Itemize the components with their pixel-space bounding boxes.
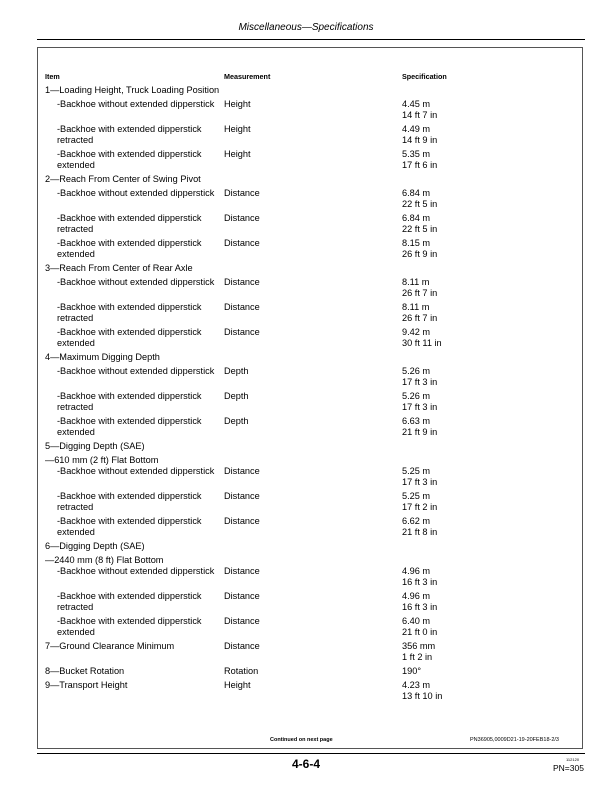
spec-imperial: 13 ft 10 in [402, 691, 443, 701]
row-measurement: Distance [224, 491, 260, 501]
row-specification [402, 213, 437, 235]
footer-rule [37, 753, 585, 754]
spec-metric: 6.63 m [402, 416, 431, 426]
row-specification [402, 616, 437, 638]
spec-imperial: 21 ft 8 in [402, 527, 438, 537]
table-row [45, 124, 585, 146]
table-row [45, 416, 585, 438]
row-item: -Backhoe with extended dipperstick extended [57, 416, 202, 437]
row-specification [402, 516, 437, 538]
spec-imperial: 1 ft 2 in [402, 652, 433, 662]
document-code: PN36905,0009D21-19-20FEB18-2/3 [470, 737, 559, 743]
spec-imperial: 21 ft 9 in [402, 427, 438, 437]
table-row [45, 302, 585, 324]
spec-metric: 4.45 m [402, 99, 431, 109]
spec-metric: 6.84 m [402, 213, 431, 223]
row-specification [402, 641, 435, 663]
table-row [45, 680, 585, 702]
spec-imperial: 14 ft 7 in [402, 110, 438, 120]
spec-imperial: 16 ft 3 in [402, 577, 438, 587]
spec-metric: 6.62 m [402, 516, 431, 526]
spec-imperial: 30 ft 11 in [402, 338, 442, 348]
row-item: -Backhoe with extended dipperstick extended [57, 516, 202, 537]
table-row [45, 391, 585, 413]
row-measurement: Distance [224, 213, 260, 223]
row-item: -Backhoe without extended dipperstick [57, 366, 215, 376]
row-item: -Backhoe without extended dipperstick [57, 277, 215, 287]
table-row [45, 327, 585, 349]
row-item: 9—Transport Height [45, 680, 128, 690]
row-measurement: Distance [224, 327, 260, 337]
row-measurement: Distance [224, 591, 260, 601]
section-title: 1—Loading Height, Truck Loading Position [45, 85, 220, 95]
row-specification [402, 416, 437, 438]
row-item: -Backhoe with extended dipperstick extended [57, 327, 202, 348]
row-measurement: Distance [224, 516, 260, 526]
section-title: 4—Maximum Digging Depth [45, 352, 160, 362]
row-measurement: Distance [224, 616, 260, 626]
row-item: -Backhoe with extended dipperstick extended [57, 238, 202, 259]
row-item: 7—Ground Clearance Minimum [45, 641, 175, 651]
table-row [45, 566, 585, 588]
spec-metric: 9.42 m [402, 327, 431, 337]
row-item: -Backhoe with extended dipperstick extended [57, 616, 202, 637]
spec-imperial: 22 ft 5 in [402, 224, 438, 234]
section-title: 2—Reach From Center of Swing Pivot [45, 174, 201, 184]
row-specification [402, 366, 437, 388]
row-measurement: Height [224, 680, 251, 690]
row-item: -Backhoe with extended dipperstick retracted [57, 591, 202, 612]
section-subtitle: —610 mm (2 ft) Flat Bottom [45, 455, 159, 465]
spec-table [45, 71, 585, 705]
column-header-item: Item [45, 72, 60, 81]
row-specification [402, 680, 442, 702]
spec-metric: 4.49 m [402, 124, 431, 134]
table-row [45, 366, 585, 388]
spec-metric: 5.26 m [402, 391, 431, 401]
spec-imperial: 26 ft 7 in [402, 288, 438, 298]
row-item: -Backhoe without extended dipperstick [57, 188, 215, 198]
small-code: 112120 [566, 757, 580, 762]
table-row [45, 466, 585, 488]
row-item: -Backhoe with extended dipperstick retracted [57, 213, 202, 234]
continued-note: Continued on next page [270, 737, 333, 743]
spec-metric: 5.35 m [402, 149, 431, 159]
row-specification [402, 327, 442, 349]
column-header-specification: Specification [402, 72, 447, 81]
row-item: -Backhoe with extended dipperstick retracted [57, 302, 202, 323]
row-measurement: Distance [224, 238, 260, 248]
spec-metric: 5.25 m [402, 491, 431, 501]
header-rule [37, 39, 585, 40]
row-measurement: Height [224, 149, 251, 159]
row-specification [402, 238, 437, 260]
spec-imperial: 14 ft 9 in [402, 135, 438, 145]
spec-metric: 5.26 m [402, 366, 431, 376]
row-measurement: Distance [224, 277, 260, 287]
table-row [45, 641, 585, 663]
row-specification [402, 591, 437, 613]
spec-imperial: 26 ft 9 in [402, 249, 438, 259]
spec-metric: 4.23 m [402, 680, 431, 690]
pn-number: PN=305 [553, 763, 584, 773]
column-header-measurement: Measurement [224, 72, 271, 81]
section-title: 6—Digging Depth (SAE) [45, 541, 145, 551]
section-title: 5—Digging Depth (SAE) [45, 441, 145, 451]
spec-metric: 8.15 m [402, 238, 431, 248]
row-item: -Backhoe with extended dipperstick retracted [57, 491, 202, 512]
row-item: -Backhoe without extended dipperstick [57, 466, 215, 476]
spec-imperial: 26 ft 7 in [402, 313, 438, 323]
row-item: -Backhoe without extended dipperstick [57, 99, 215, 109]
row-measurement: Depth [224, 366, 249, 376]
table-row [45, 188, 585, 210]
table-row [45, 666, 585, 677]
spec-imperial: 16 ft 3 in [402, 602, 438, 612]
row-specification [402, 124, 437, 146]
table-row [45, 277, 585, 299]
table-row [45, 213, 585, 235]
row-measurement: Height [224, 124, 251, 134]
row-measurement: Distance [224, 466, 260, 476]
spec-imperial: 21 ft 0 in [402, 627, 438, 637]
row-measurement: Height [224, 99, 251, 109]
row-item: 8—Bucket Rotation [45, 666, 125, 676]
spec-metric: 356 mm [402, 641, 436, 651]
page-number: 4-6-4 [291, 757, 320, 771]
spec-metric: 6.40 m [402, 616, 431, 626]
row-measurement: Distance [224, 641, 260, 651]
spec-imperial: 17 ft 3 in [402, 402, 438, 412]
row-measurement: Rotation [224, 666, 259, 676]
row-measurement: Distance [224, 302, 260, 312]
spec-imperial: 17 ft 6 in [402, 160, 438, 170]
row-specification [402, 391, 437, 413]
table-header [45, 71, 585, 85]
row-specification [402, 566, 437, 588]
section-subtitle: —2440 mm (8 ft) Flat Bottom [45, 555, 164, 565]
page-header-title: Miscellaneous—Specifications [238, 22, 374, 33]
spec-imperial: 17 ft 3 in [402, 377, 438, 387]
spec-metric: 4.96 m [402, 591, 431, 601]
row-specification [402, 491, 437, 513]
spec-metric: 8.11 m [402, 302, 430, 312]
row-specification [402, 188, 437, 210]
spec-metric: 5.25 m [402, 466, 431, 476]
row-specification [402, 149, 437, 171]
row-specification [402, 666, 421, 677]
row-item: -Backhoe without extended dipperstick [57, 566, 215, 576]
spec-metric: 6.84 m [402, 188, 431, 198]
table-row [45, 616, 585, 638]
spec-imperial: 17 ft 3 in [402, 477, 438, 487]
row-measurement: Distance [224, 566, 260, 576]
table-row [45, 149, 585, 171]
row-specification [402, 466, 437, 488]
row-specification [402, 302, 437, 324]
spec-imperial: 17 ft 2 in [402, 502, 438, 512]
spec-imperial: 22 ft 5 in [402, 199, 438, 209]
spec-metric: 4.96 m [402, 566, 431, 576]
table-row [45, 238, 585, 260]
table-row [45, 591, 585, 613]
row-measurement: Depth [224, 391, 249, 401]
table-body [45, 85, 585, 702]
section-title: 3—Reach From Center of Rear Axle [45, 263, 193, 273]
row-measurement: Depth [224, 416, 249, 426]
table-row [45, 516, 585, 538]
spec-metric: 8.11 m [402, 277, 430, 287]
table-row [45, 99, 585, 121]
row-specification [402, 277, 437, 299]
row-item: -Backhoe with extended dipperstick retracted [57, 391, 202, 412]
row-measurement: Distance [224, 188, 260, 198]
spec-metric: 190° [402, 666, 422, 676]
table-row [45, 491, 585, 513]
row-specification [402, 99, 437, 121]
row-item: -Backhoe with extended dipperstick retracted [57, 124, 202, 145]
row-item: -Backhoe with extended dipperstick extended [57, 149, 202, 170]
